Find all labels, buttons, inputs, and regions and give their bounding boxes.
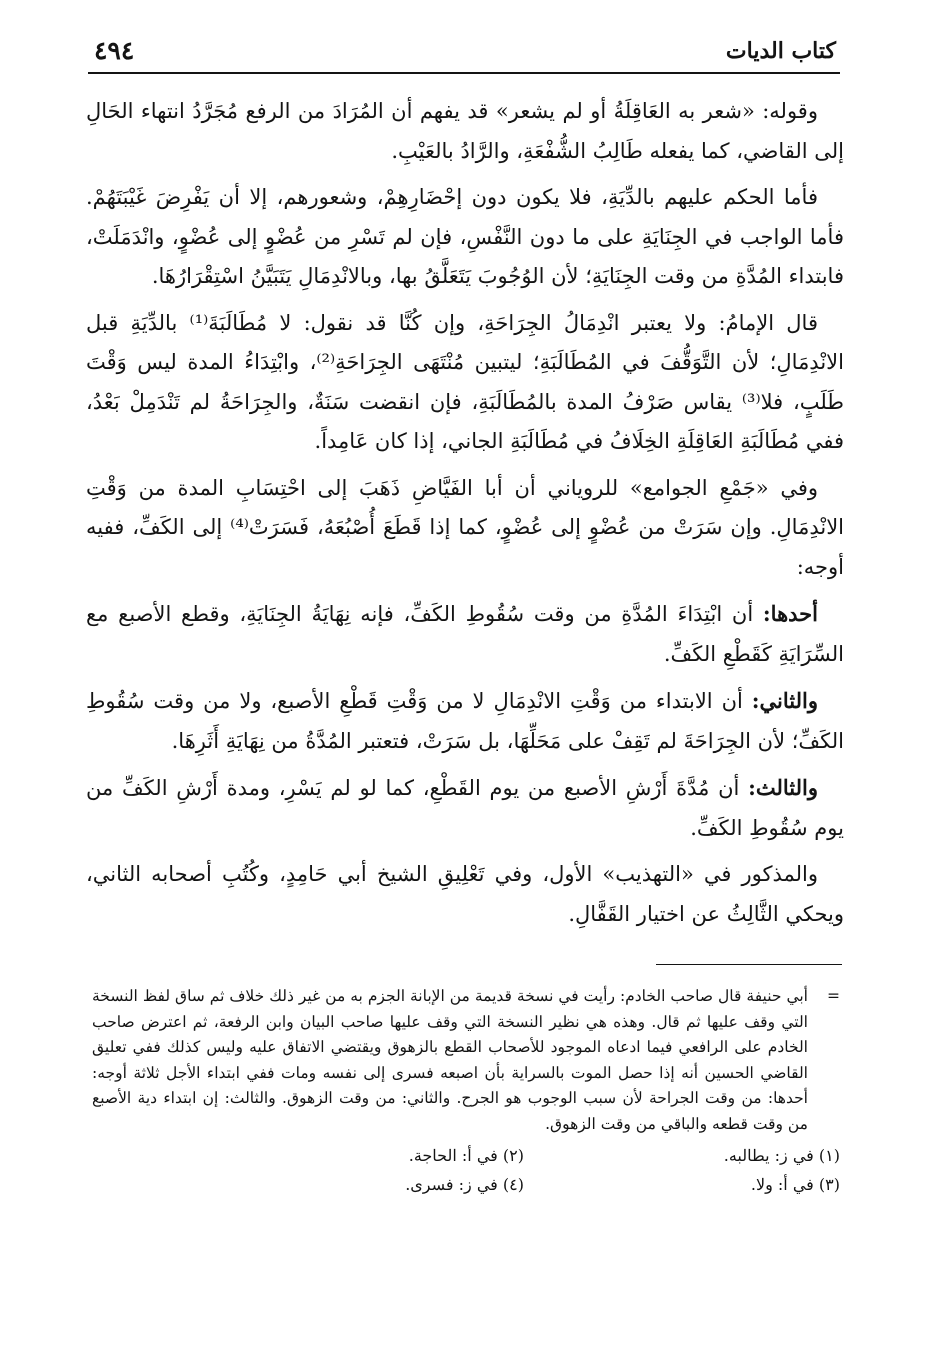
- footnote-row: [92, 1170, 840, 1199]
- main-text: [86, 92, 844, 941]
- page-header: [88, 36, 840, 72]
- footnote-continuation: [92, 984, 840, 1137]
- page-number: ٤٩٤: [94, 36, 135, 65]
- paragraph-label: أحدها:: [762, 601, 818, 626]
- paragraph: [86, 594, 844, 674]
- paragraph-text: أن الابتداء من وَقْتِ الانْدِمَالِ لا من وَقْتِ قَطْعِ الأصبع، ولا من وقت سُقُوطِ الكَفِّ؛ لأن الجِرَاحَةَ لم تَقِفْ على مَحَلِّهَا، بل سَرَتْ، فتعتبر المُدَّةُ من نِهَايَةِ أَثَرِهَا.: [86, 689, 844, 753]
- paragraph: وفي «جَمْعِ الجوامع» للروياني أن أبا الفَيَّاضِ ذَهَبَ إلى احْتِسَابِ المدة من وَقْتِ الانْدِمَالِ. وإن سَرَتْ من عُضْوٍ إلى عُضْوٍ، كما إذا قَطَعَ أُصْبُعَهُ، فَسَرَتْ⁽⁴⁾ إلى الكَفِّ، ففيه أوجه:: [86, 475, 845, 579]
- footnote-row: [92, 1141, 840, 1170]
- footnote-4: (٤) في ز: فسرى.: [405, 1175, 524, 1194]
- paragraph-label: والثاني:: [751, 688, 818, 713]
- paragraph: [86, 768, 844, 848]
- footnotes: [92, 984, 840, 1199]
- running-title: كتاب الديات: [725, 38, 836, 64]
- paragraph: فأما الحكم عليهم بالدِّيَةِ، فلا يكون دون إحْضَارِهِمْ، وشعورهم، إلا أن يَفْرِضَ غَيْبَتَهُمْ. فأما الواجب في الجِنَايَةِ على ما دون النَّفْسِ، فإن لم تَسْرِ من عُضْوٍ إلى عُضْوٍ، وانْدَمَلَتْ، فابتداء المُدَّةِ من وقت الجِنَايَةِ؛ لأن الوُجُوبَ يَتَعَلَّقُ بها، وبالانْدِمَالِ يَتَبَيَّنُ اسْتِقْرَارُهَا.: [86, 185, 844, 288]
- footnote-divider: [656, 964, 842, 965]
- continuation-marker: =: [827, 987, 840, 1005]
- header-divider: [88, 72, 840, 74]
- footnote-1: (١) في ز: يطالبه.: [723, 1146, 840, 1165]
- paragraph: وقوله: «شعر به العَاقِلَةُ أو لم يشعر» قد يفهم أن المُرَادَ من الرفع مُجَرَّدُ انتهاء الحَالِ إلى القاضي، كما يفعله طَالِبُ الشُّفْعَةِ، والرَّادُ بالعَيْبِ.: [86, 99, 844, 163]
- footnote-text: أبي حنيفة قال صاحب الخادم: رأيت في نسخة قديمة من الإبانة الجزم به من غير ذلك خلاف ثم ساق لفظ النسخة التي وقف عليها ثم قال. وهذه هي نظير النسخة التي وقف عليها صاحب البيان وابن الرفعة، ثم اعترض صاحب الخادم على الرافعي فيما ادعاه الموجود للأصحاب القطع بالزهوق ويقتضي الاتفاق عليه وليس كذلك ففي تعليق القاضي الحسين أنه إذا حصل الموت بالسراية بأن اصبعه فسرى إلى نفسه ومات ففي ابتداء الأجل ثلاثة أوجه: أحدها: من وقت الجراحة لأن سبب الوجوب هو الجرح. والثاني: من وقت الزهوق. والثالث: إن ابتداء دية الأصبع من وقت قطعه والباقي من وقت الزهوق.: [92, 987, 808, 1133]
- paragraph: [86, 681, 844, 761]
- footnote-2: (٢) في أ: الحاجة.: [408, 1146, 524, 1165]
- footnote-variants: [92, 1141, 840, 1199]
- paragraph: قال الإمامُ: ولا يعتبر انْدِمَالُ الجِرَاحَةِ، وإن كُنَّا قد نقول: لا مُطَالَبَةَ⁽¹⁾ بالدِّيَةِ قبل الانْدِمَالِ؛ لأن التَّوَقُّفَ في المُطَالَبَةِ؛ ليتبين مُنْتَهَى الجِرَاحَةِ⁽²⁾، وابْتِدَاءُ المدة ليس وَقْتَ طَلَبٍ، فلا⁽³⁾ يقاس صَرْفُ المدة بالمُطَالَبَةِ، فإن انقضت سَنَةٌ، والجِرَاحَةُ لم تَنْدَمِلْ بَعْدُ، ففي مُطَالَبَةِ العَاقِلَةِ الخِلَافُ في مُطَالَبَةِ الجاني، إذا كان عَامِداً.: [86, 310, 845, 453]
- paragraph-label: والثالث:: [748, 775, 818, 800]
- paragraph: والمذكور في «التهذيب» الأول، وفي تَعْلِيقِ الشيخ أبي حَامِدٍ، وكُتُبِ أصحابه الثاني، ويحكي الثَّالِثُ عن اختيار القَفَّالِ.: [86, 862, 844, 926]
- paragraph-text: أن مُدَّةَ أَرْشِ الأصبع من يوم القَطْعِ، كما لو لم يَسْرِ، ومدة أَرْشِ الكَفِّ من يوم سُقُوطِ الكَفِّ.: [86, 776, 844, 840]
- paragraph-text: أن ابْتِدَاءَ المُدَّةِ من وقت سُقُوطِ الكَفِّ، فإنه نِهَايَةُ الجِنَايَةِ، وقطع الأصبع مع السِّرَايَةِ كَقَطْعِ الكَفِّ.: [86, 602, 844, 666]
- footnote-3: (٣) في أ: ولا.: [750, 1175, 840, 1194]
